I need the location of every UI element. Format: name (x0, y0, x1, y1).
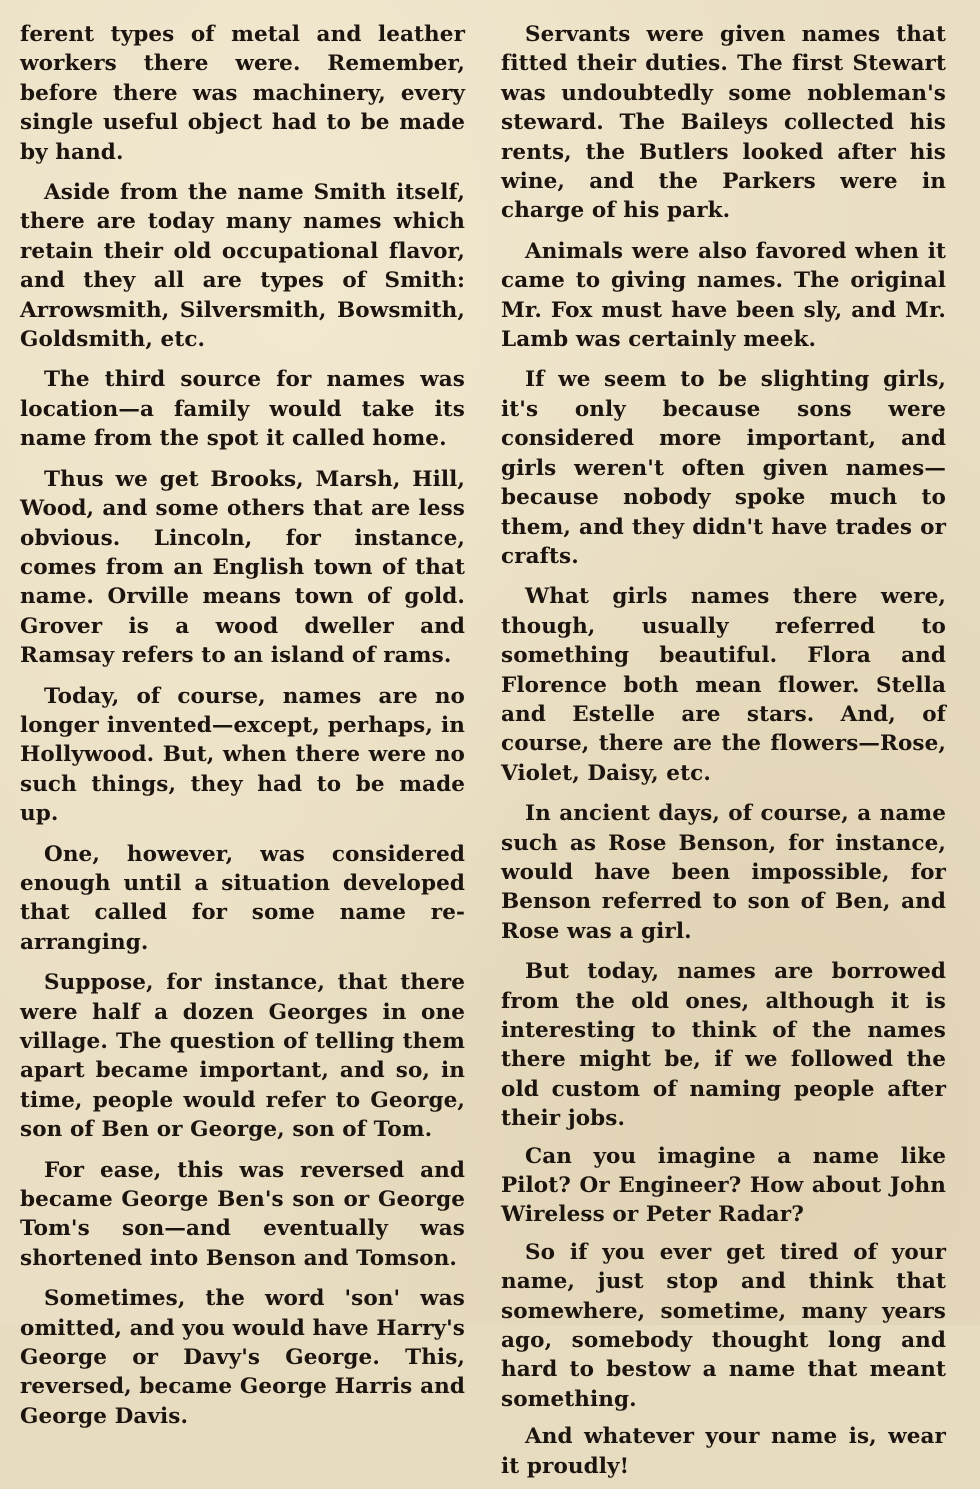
paragraph: In ancient days, of course, a name such as Rose Benson, for instance, would have been impossible, for Benson referred to son of Ben, and Rose was a girl. (501, 801, 946, 944)
paragraph: One, however, was considered enough until a situation developed that called for some name re-arranging. (20, 841, 465, 955)
right-text-column (501, 20, 946, 1489)
paragraph: Can you imagine a name like Pilot? Or Engineer? How about John Wireless or Peter Radar? (501, 1143, 946, 1228)
paragraph: Suppose, for instance, that there were half a dozen Georges in one village. The question of telling them apart became important, and so, in time, people would refer to George, son of Ben or George, son of Tom. (20, 970, 465, 1143)
paragraph: The third source for names was location—a family would take its name from the spot it called home. (20, 367, 465, 452)
paragraph: If we seem to be slighting girls, it's only because sons were considered more important, and girls weren't often given names—because nobody spoke much to them, and they didn't have trades or crafts. (501, 367, 946, 569)
paragraph: Aside from the name Smith itself, there are today many names which retain their old occupational flavor, and they all are types of Smith: Arrowsmith, Silversmith, Bowsmith, Goldsmith, etc. (20, 180, 465, 353)
paragraph: ferent types of metal and leather workers there were. Remember, before there was machinery, every single useful object had to be made by hand. (20, 22, 465, 165)
paragraph: Sometimes, the word 'son' was omitted, and you would have Harry's George or Davy's George. This, reversed, became George Harris and George Davis. (20, 1286, 465, 1429)
paragraph: Servants were given names that fitted their duties. The first Stewart was undoubtedly some nobleman's steward. The Baileys collected his rents, the Butlers looked after his wine, and the Parkers were in charge of his park. (501, 22, 946, 224)
paragraph: For ease, this was reversed and became George Ben's son or George Tom's son—and eventually was shortened into Benson and Tomson. (20, 1157, 465, 1271)
paragraph: Today, of course, names are no longer invented—except, perhaps, in Hollywood. But, when there were no such things, they had to be made up. (20, 683, 465, 827)
left-text-column (20, 20, 465, 1442)
paragraph: So if you ever get tired of your name, just stop and think that somewhere, sometime, many years ago, somebody thought long and hard to bestow a name that meant something. (501, 1239, 946, 1412)
paragraph: And whatever your name is, wear it proudly! (501, 1424, 946, 1479)
paragraph: But today, names are borrowed from the old ones, although it is interesting to think of the names there might be, if we followed the old custom of naming people after their jobs. (501, 959, 946, 1132)
paragraph: What girls names there were, though, usually referred to something beautiful. Flora and Florence both mean flower. Stella and Estelle are stars. And, of course, there are the flowers—Rose, Violet, Daisy, etc. (501, 584, 946, 786)
paragraph: Thus we get Brooks, Marsh, Hill, Wood, and some others that are less obvious. Lincoln, for instance, comes from an English town of that name. Orville means town of gold. Grover is a wood dweller and Ramsay refers to an island of rams. (20, 466, 465, 669)
paragraph: Animals were also favored when it came to giving names. The original Mr. Fox must have been sly, and Mr. Lamb was certainly meek. (501, 238, 946, 353)
